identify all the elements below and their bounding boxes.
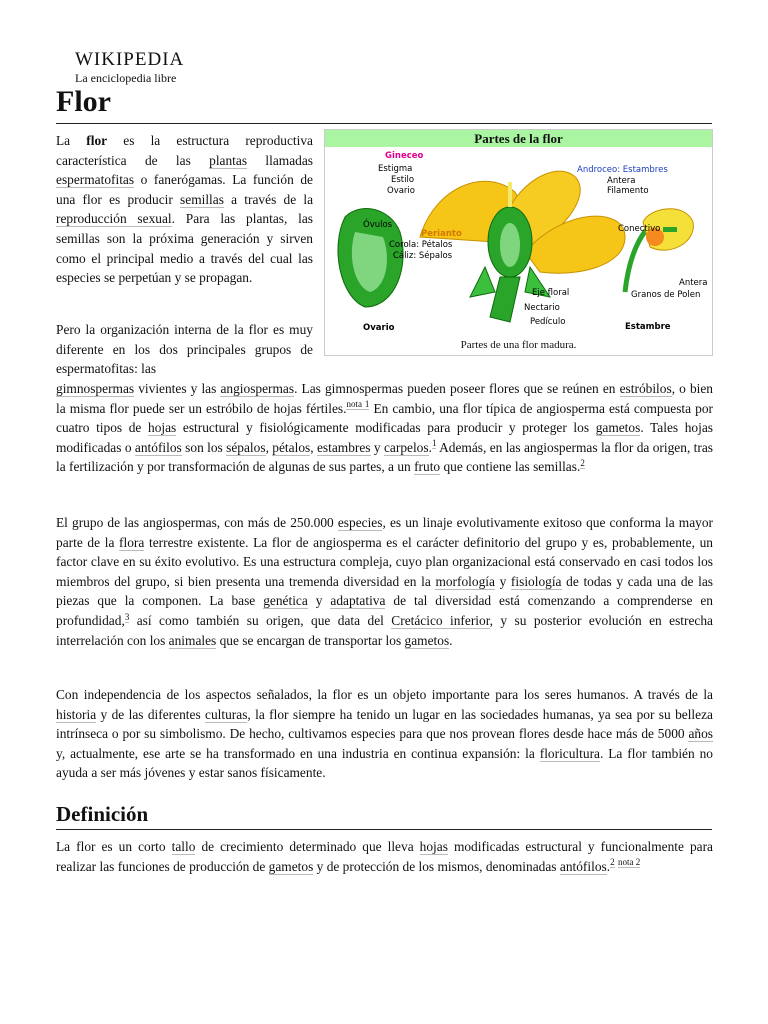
link-historia[interactable]: historia: [56, 706, 97, 722]
link-animales[interactable]: animales: [168, 632, 217, 648]
link-especies[interactable]: especies: [337, 515, 383, 530]
ref-3[interactable]: 3: [124, 611, 130, 622]
infobox-flower-parts: [324, 129, 713, 356]
link-estrobilos[interactable]: estróbilos: [619, 381, 672, 396]
connective-shape: [663, 227, 677, 232]
label-pediculo: Pedículo: [530, 317, 566, 327]
link-morfologia[interactable]: morfología: [435, 573, 495, 589]
link-gametos-2[interactable]: gametos: [404, 632, 450, 648]
ref-1[interactable]: 1: [431, 438, 437, 449]
link-hojas[interactable]: hojas: [148, 420, 177, 436]
stem-shape: [490, 277, 520, 322]
label-perianto: Perianto: [421, 229, 462, 239]
link-gametos-3[interactable]: gametos: [268, 858, 314, 874]
intro-paragraph-3: El grupo de las angiospermas, con más de 250.000 especies, es un linaje evolutivamente exitoso que conforma la mayor parte de la flora terrestre existente. La flor de angiosperma es el carácter definitorio del grupo y es, probablemente, un factor clave en su éxito evolutivo. Es una estructura compleja, cuyo plan organizacional está conservado en casi todos los miembros del grupo, si bien presenta una tremenda diversidad en la morfología y fisiología de todas y cada una de las piezas que la componen. La base genética y adaptativa de tal diversidad está comenzando a comprenderse en profundidad,$^3$ así como también su origen, que data del Cretácico inferior, y su posterior evolución en estrecha interrelación con los animales que se encargan de transportar los gametos.: [56, 515, 713, 648]
link-antofilos-2[interactable]: antófilos: [559, 858, 607, 874]
ref-2b[interactable]: 2: [610, 857, 615, 868]
link-anos[interactable]: años: [688, 726, 713, 742]
link-estambres[interactable]: estambres: [316, 439, 371, 455]
label-ovario-bottom: Ovario: [363, 323, 395, 333]
link-plantas[interactable]: plantas: [209, 152, 248, 168]
link-genetica[interactable]: genética: [263, 593, 308, 609]
link-tallo[interactable]: tallo: [171, 839, 196, 854]
sepal-left: [470, 267, 495, 297]
definition-paragraph: La flor es un corto tallo de crecimiento determinado que lleva hojas modificadas estructural y funcionalmente para realizar las funciones de producción de gametos y de protección de los mismos, denominadas antófilos.$^2$ $^{nota 2}$: [56, 839, 713, 874]
label-filamento: Filamento: [607, 186, 649, 196]
label-antera-2: Antera: [679, 278, 708, 288]
intro-paragraph-4: Con independencia de los aspectos señalados, la flor es un objeto importante para los seres humanos. A través de la historia y de las diferentes culturas, la flor siempre ha tenido un lugar en las sociedades humanas, ya sea por su belleza intrínseca o por su simbolismo. De hecho, cultivamos especies para que nos provean flores desde hace más de 5000 años y, actualmente, ese arte se ha transformado en una industria en continua expansión: la floricultura. La flor también no ayuda a ser más jóvenes y estar sanos físicamente.: [56, 687, 713, 781]
link-floricultura[interactable]: floricultura: [539, 745, 600, 761]
link-gimnospermas[interactable]: gimnospermas: [56, 381, 135, 396]
label-gineceo: Gineceo: [385, 151, 424, 161]
label-eje: Eje floral: [532, 288, 570, 298]
link-petalos[interactable]: pétalos: [272, 439, 311, 455]
intro-paragraph-2b: gimnospermas vivientes y las angiospermas. Las gimnospermas pueden poseer flores que se reúnen en estróbilos, o bien la misma flor puede ser un estróbilo de hojas fértiles.$^{nota 1}$ En cambio, una flor típica de angiosperma está compuesta por cuatro tipos de hojas estructural y fisiológicamente modificadas para producir y proteger los gametos. Tales hojas modificadas o antófilos son los sépalos, pétalos, estambres y carpelos.$^1$ Además, en las angiospermas la flor da origen, tras la fertilización y por transformación de algunas de sus partes, a un fruto que contiene las semillas.$^2$: [56, 381, 713, 475]
link-fruto[interactable]: fruto: [414, 459, 441, 475]
label-nectario: Nectario: [524, 303, 560, 313]
link-cretacico-inferior[interactable]: Cretácico inferior: [391, 612, 490, 628]
label-estilo: Estilo: [391, 175, 415, 185]
ref-2[interactable]: 2: [580, 457, 585, 468]
label-estigma: Estigma: [378, 164, 413, 174]
link-adaptativa[interactable]: adaptativa: [330, 593, 386, 609]
ovary-inner: [500, 223, 520, 267]
label-estambre: Estambre: [625, 322, 671, 332]
link-carpelos[interactable]: carpelos: [383, 439, 429, 455]
link-flora[interactable]: flora: [119, 534, 145, 550]
link-semillas[interactable]: semillas: [180, 191, 224, 207]
link-reproduccion-sexual[interactable]: reproducción sexual: [56, 211, 172, 227]
logo-tagline: La enciclopedia libre: [75, 71, 177, 85]
link-fisiologia[interactable]: fisiología: [510, 573, 562, 589]
link-hojas-2[interactable]: hojas: [419, 839, 448, 854]
label-ovulos: Óvulos: [363, 220, 393, 230]
link-culturas[interactable]: culturas: [205, 706, 248, 722]
logo-wordmark: WIKIPEDIA: [75, 49, 185, 70]
label-androceo: Androceo: Estambres: [577, 165, 668, 175]
section-heading-definicion: Definición: [56, 802, 149, 826]
note-2[interactable]: nota 2: [617, 857, 641, 868]
note-1[interactable]: nota 1: [346, 399, 370, 410]
link-angiospermas[interactable]: angiospermas: [220, 381, 295, 396]
intro-paragraph-2a: Pero la organización interna de la flor es muy diferente en los dos principales grupos de espermatofitas: las: [56, 322, 313, 377]
label-conectivo: Conectivo: [618, 224, 661, 234]
link-gametos[interactable]: gametos: [595, 420, 641, 436]
label-antera: Antera: [607, 176, 636, 186]
infobox-title: Partes de la flor: [325, 130, 712, 147]
label-caliz: Cáliz: Sépalos: [393, 251, 453, 261]
title-divider: [56, 123, 712, 124]
label-corola: Corola: Pétalos: [389, 240, 453, 250]
wikipedia-logo[interactable]: [75, 50, 184, 85]
infobox-caption: Partes de una flor madura.: [460, 339, 577, 351]
link-espermatofitas[interactable]: espermatofitas: [56, 172, 135, 188]
label-ovario: Ovario: [387, 186, 415, 196]
section-divider: [56, 829, 712, 830]
intro-paragraph-1: La flor es la estructura reproductiva característica de las plantas llamadas espermatofitas o fanerógamas. La función de una flor es producir semillas a través de la reproducción sexual. Para las plantas, las semillas son la próxima generación y sirven como el principal medio a través del cual las especies se perpetúan y se propagan.: [56, 133, 314, 286]
link-antofilos[interactable]: antófilos: [134, 439, 182, 455]
link-sepalos[interactable]: sépalos: [226, 439, 266, 455]
flower-diagram[interactable]: [325, 147, 712, 339]
page-title: Flor: [56, 85, 111, 118]
label-granos: Granos de Polen: [631, 290, 701, 300]
